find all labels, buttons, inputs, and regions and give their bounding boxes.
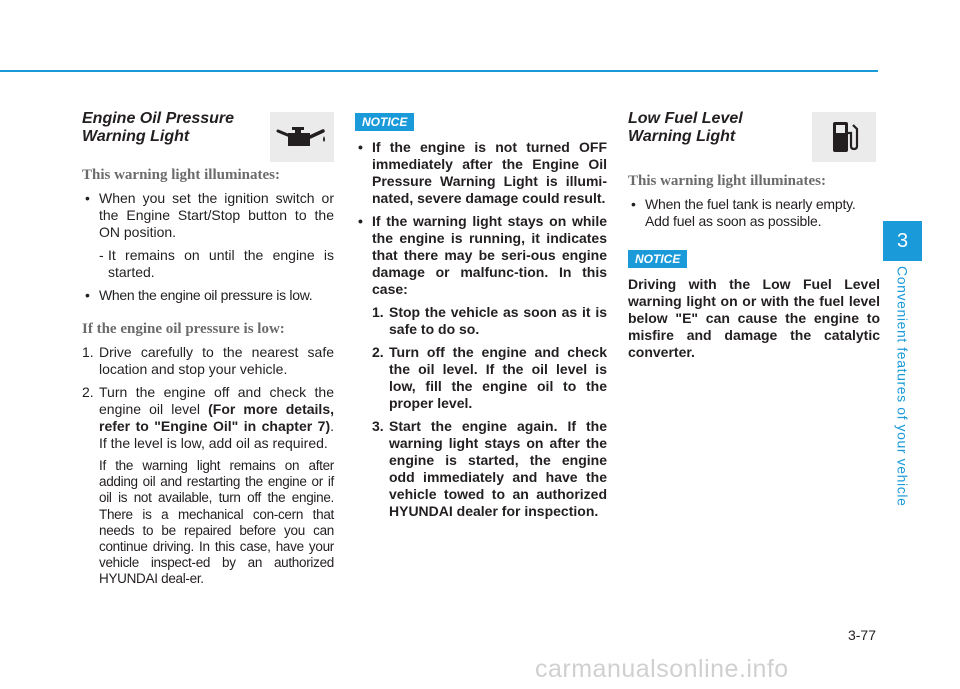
- page-number: 3-77: [847, 627, 876, 643]
- oil-step-2-note: If the warning light remains on after adding oil and restarting the engine or if oil is not available, turn off the engine. There is a mechanical con-cern that needs to be repaired before you can continue driving. In this case, have your vehicle inspect-ed by an authorized HYUNDAI deal-er.: [99, 458, 334, 587]
- oil-dash-1: - It remains on until the engine is started.: [99, 247, 334, 280]
- oil-notice-step-2: 2. Turn off the engine and check the oil level. If the oil level is low, fill the engine oil to the proper level.: [372, 344, 607, 411]
- oil-pressure-section: [82, 110, 334, 588]
- oil-notice-step-3: 3. Start the engine again. If the warning light stays on after the engine is started, the engine odd immediately and have the vehicle towed to an authorized HYUNDAI dealer for inspection.: [372, 418, 607, 519]
- chapter-tab: 3: [883, 221, 922, 261]
- oil-step-1: 1. Drive carefully to the nearest safe location and stop your vehicle.: [82, 344, 334, 377]
- chapter-title: Convenient features of your vehicle: [894, 266, 911, 507]
- fuel-pump-icon: [829, 119, 859, 155]
- oil-bullet-2: • When the engine oil pressure is low.: [82, 287, 334, 304]
- oil-notice-section: [355, 113, 607, 520]
- oil-notice-step-1: 1. Stop the vehicle as soon as it is safe to do so.: [372, 304, 607, 337]
- fuel-notice-text: Driving with the Low Fuel Level warning light on or with the fuel level below "E" can cause the engine to misfire and damage the catalytic converter.: [628, 276, 880, 360]
- oil-pressure-icon-box: [270, 112, 334, 162]
- fuel-bullet-1: • When the fuel tank is nearly empty. Add fuel as soon as possible.: [628, 196, 880, 230]
- low-fuel-section: [628, 110, 880, 361]
- notice-badge: NOTICE: [355, 113, 414, 131]
- fuel-illuminates-heading: This warning light illuminates:: [628, 173, 826, 189]
- oil-illuminates-heading: This warning light illuminates:: [82, 167, 280, 183]
- top-rule: [0, 70, 878, 72]
- oil-notice-bullet-2: • If the warning light stays on while the engine is running, it indicates that there may be seri-ous engine damage or malfunc-tion. In this case:: [355, 213, 607, 298]
- fuel-notice-badge: NOTICE: [628, 250, 687, 268]
- oil-bullet-1: • When you set the ignition switch or the Engine Start/Stop button to the ON position.: [82, 190, 334, 241]
- low-fuel-title: Low Fuel Level Warning Light: [628, 110, 743, 145]
- low-fuel-icon-box: [812, 112, 876, 162]
- oil-can-icon: [274, 122, 330, 152]
- oil-low-heading: If the engine oil pressure is low:: [82, 321, 285, 337]
- watermark: carmanualsonline.info: [535, 655, 789, 683]
- oil-step-2: 2. Turn the engine off and check the engine oil level (For more details, refer to "Engine Oil" in chapter 7). If the level is low, add oil as required.: [82, 384, 334, 451]
- oil-notice-bullet-1: • If the engine is not turned OFF immediately after the Engine Oil Pressure Warning Light is illumi-nated, severe damage could result.: [355, 139, 607, 207]
- oil-pressure-title: Engine Oil Pressure Warning Light: [82, 110, 235, 145]
